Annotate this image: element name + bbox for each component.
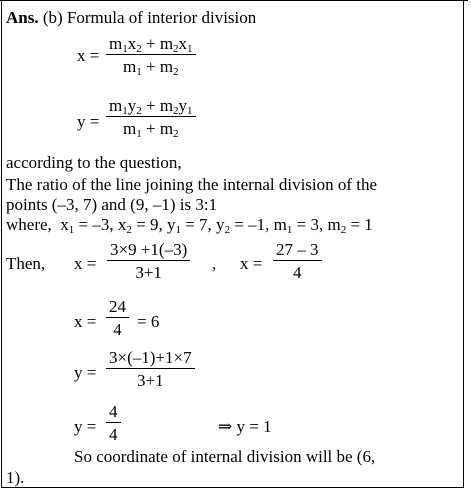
y-result-denominator: 4 [109,425,118,444]
according-text: according to the question, [6,153,182,172]
y-calc-denominator: 3+1 [137,371,164,390]
formula-y-numerator: $m_1y_2 + m_2y_1$ [109,96,193,117]
x-calc-lhs: x = [74,312,97,331]
conclusion-line1: So coordinate of internal division will be (6, [74,447,376,466]
answer-box [1,0,464,488]
then-x2-denominator: 4 [293,263,302,282]
formula-x-lhs: x = [77,46,100,65]
formula-y-fraction [106,96,196,140]
then-x2-fraction [273,241,322,281]
x-calc-numerator: 24 [109,297,126,316]
then-x2-lhs: x = [240,254,263,273]
y-result-implies: ⇒ y = 1 [218,417,272,436]
answer-heading [6,9,256,26]
then-x1-fraction [107,241,190,281]
then-label: Then, [6,254,46,273]
formula-x-fraction [106,34,196,78]
y-calc-fraction [106,349,195,389]
x-calc-fraction [106,298,129,338]
where-label: where, [6,215,52,234]
y-calc-numerator: 3×(–1)+1×7 [109,348,192,367]
ratio-text-line1: The ratio of the line joining the internal division of the [6,175,378,194]
x-calc-denominator: 4 [113,320,122,339]
where-values: $x_1 = -3$, $x_2 = 9$, $y_1 = 7$, $y_2 = -1$, $m_1 = 3$, $m_2 = 1$ [56,215,373,236]
x-calc-result: = 6 [137,312,160,331]
then-x1-lhs: x = [74,254,97,273]
answer-label: Ans. [6,8,39,27]
formula-x-denominator: $m_1 + m_2$ [123,57,179,78]
formula-x-numerator: $m_1x_2 + m_2x_1$ [109,34,193,55]
then-x1-numerator: 3×9 +1(–3) [110,240,188,259]
y-result-fraction [106,403,121,443]
ratio-text-line2: points (–3, 7) and (9, –1) is 3:1 [6,195,218,214]
then-x2-numerator: 27 – 3 [276,240,319,259]
formula-y-denominator: $m_1 + m_2$ [123,119,179,140]
where-line [6,215,373,236]
conclusion-line2: 1). [6,468,25,487]
answer-intro: (b) Formula of interior division [42,8,257,27]
y-result-lhs: y = [74,417,97,436]
then-x1-denominator: 3+1 [135,263,162,282]
y-result-numerator: 4 [109,402,118,421]
then-comma: , [212,254,217,273]
formula-y-lhs: y = [77,112,100,131]
y-calc-lhs: y = [74,363,97,382]
